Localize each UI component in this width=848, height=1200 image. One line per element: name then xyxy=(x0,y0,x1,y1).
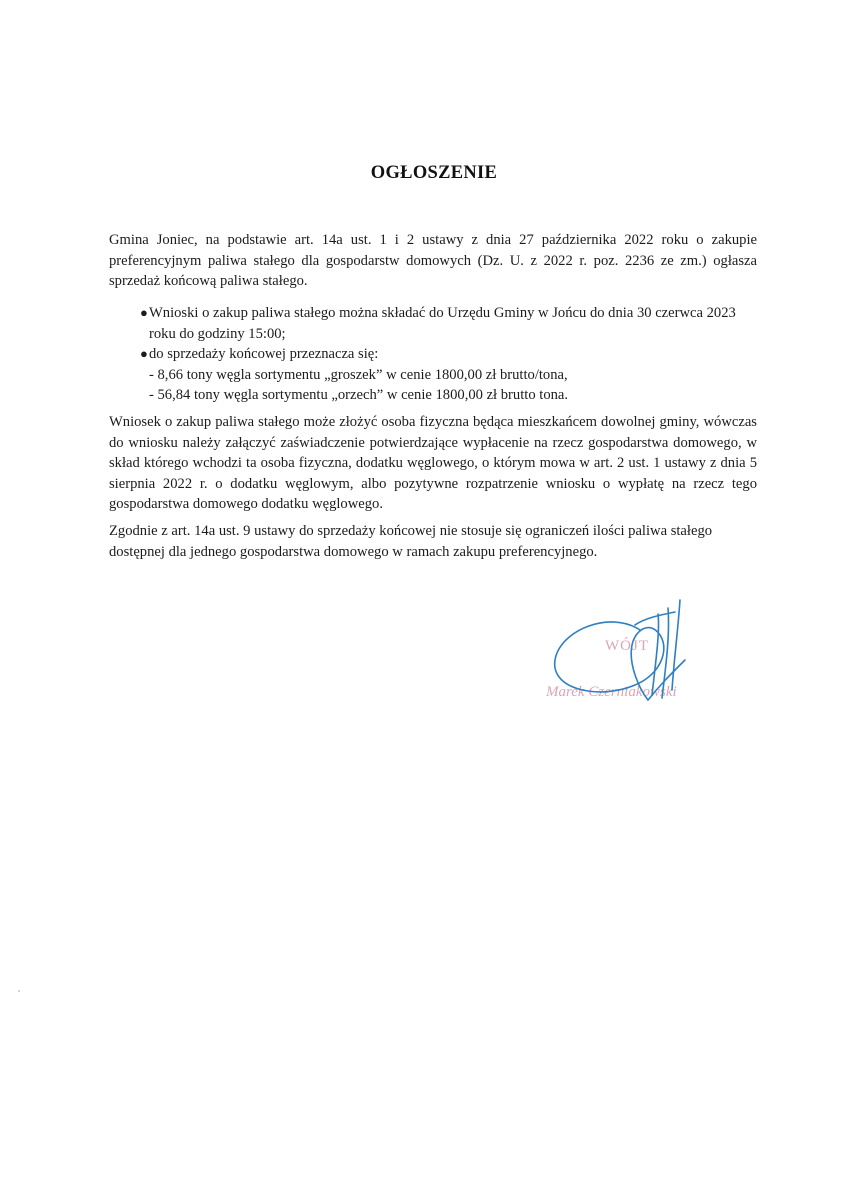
bullet-item xyxy=(109,303,757,344)
bullet-text: Wnioski o zakup paliwa stałego można składać do Urzędu Gminy w Jońcu do dnia 30 czerwca 2023 roku do godziny 15:00; xyxy=(149,305,736,342)
limits-paragraph: Zgodnie z art. 14a ust. 9 ustawy do sprzedaży końcowej nie stosuje się ograniczeń ilości paliwa stałego dostępnej dla jednego gospodarstwa domowego w ramach zakupu preferencyjnego. xyxy=(109,523,713,560)
bullet-sub-item: - 8,66 tony węgla sortymentu „groszek” w cenie 1800,00 zł brutto/tona, xyxy=(149,366,568,383)
stamp-name-text: Marek Czerniakowski xyxy=(546,684,677,700)
bullet-text: do sprzedaży końcowej przeznacza się: xyxy=(149,346,379,362)
bullet-sub-item: - 56,84 tony węgla sortymentu „orzech” w cenie 1800,00 zł brutto tona. xyxy=(149,387,569,403)
signature-block xyxy=(540,590,730,720)
bullet-icon: ● xyxy=(140,305,148,320)
handwritten-signature xyxy=(540,590,730,720)
bullet-item xyxy=(109,344,757,406)
stamp-role-text: WÓJT xyxy=(605,638,649,654)
scan-speck xyxy=(18,990,20,992)
eligibility-paragraph: Wniosek o zakup paliwa stałego może złożyć osoba fizyczna będąca mieszkańcem dowolnej gminy, wówczas do wniosku należy załączyć zaświadczenie potwierdzające wypłacenie na rzecz gospodarstwa domowego, w skład którego wchodzi ta osoba fizyczna, dodatku węglowego, o którym mowa w art. 2 ust. 1 ustawy z dnia 5 sierpnia 2022 r. o dodatku węglowym, albo pozytywne rozpatrzenie wniosku o wypłatę na rzecz tego gospodarstwa domowego dodatku węglowego. xyxy=(109,414,757,512)
bullet-icon: ● xyxy=(140,346,148,361)
intro-paragraph: Gmina Joniec, na podstawie art. 14a ust. 1 i 2 ustawy z dnia 27 października 2022 roku o zakupie preferencyjnym paliwa stałego dla gospodarstw domowych (Dz. U. z 2022 r. poz. 2236 ze zm.) ogłasza sprzedaż końcową paliwa stałego. xyxy=(109,232,757,289)
bullet-list xyxy=(109,303,757,406)
document-title: OGŁOSZENIE xyxy=(370,163,498,183)
bullet-sub-list xyxy=(149,365,757,406)
